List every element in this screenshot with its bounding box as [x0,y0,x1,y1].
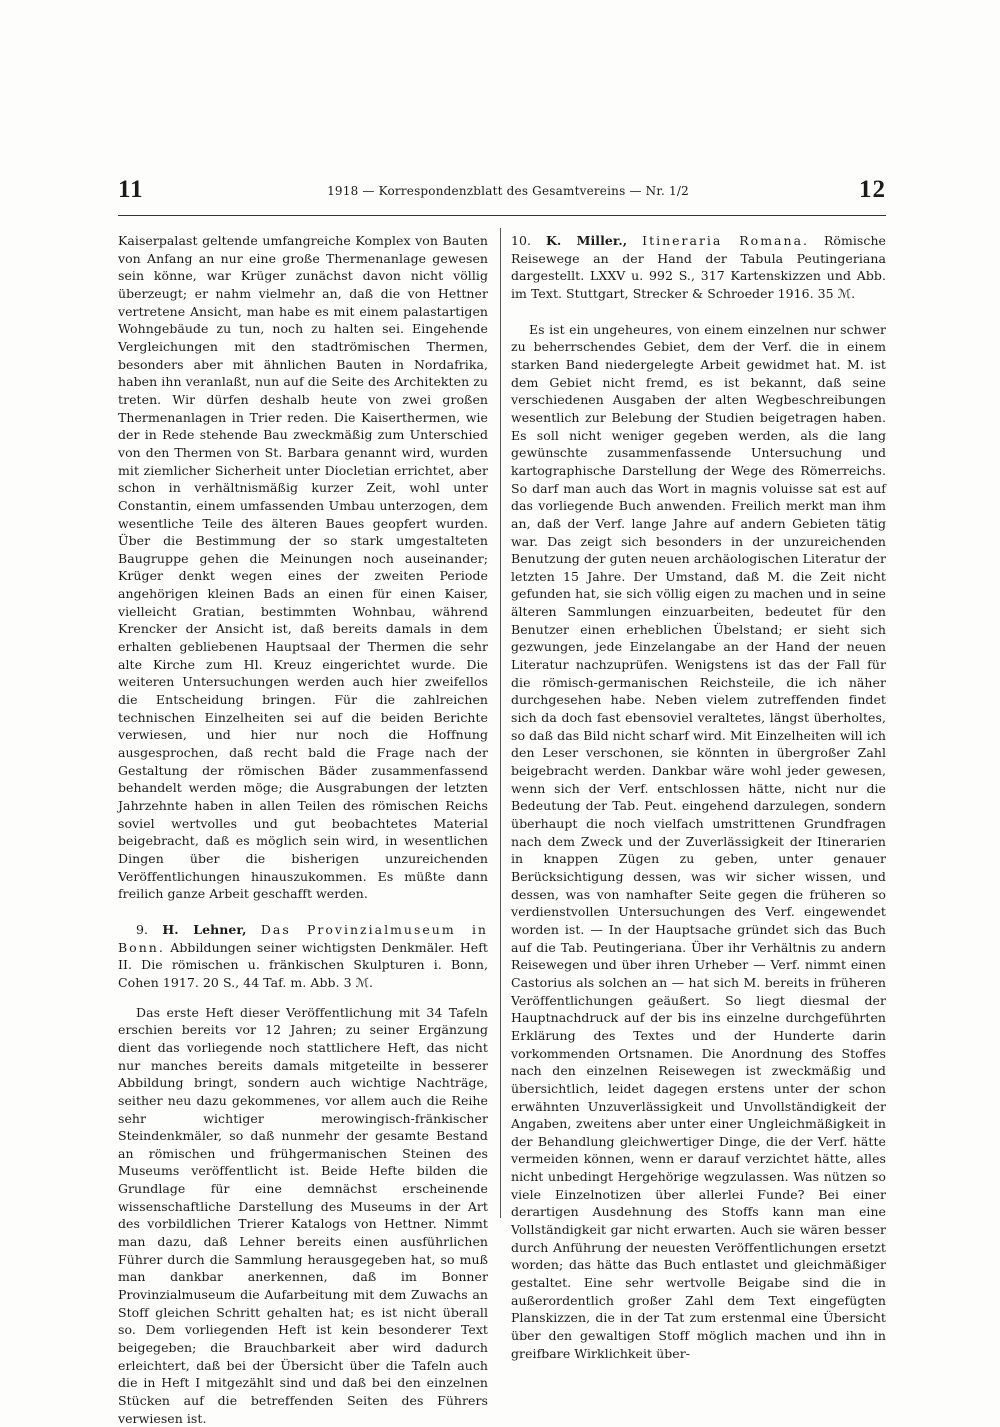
entry-details: Römische Reisewege an der Hand der Tabula Peutingeriana dargestellt. LXXV u. 992 S., 317 Kartenskizzen und Abb. im Text. Stuttgart, Strecker & Schroeder 1916. 35 ℳ. [511,233,886,301]
entry-title: Itineraria Romana. [642,233,809,248]
header-rule [118,215,886,216]
bibliography-entry-10 [511,232,886,303]
entry-title: Das Provinzialmuseum in Bonn. [118,921,488,955]
review-paragraph: Es ist ein ungeheures, von einem einzelnen nur schwer zu beherrschendes Gebiet, dem der Verf. die in einem starken Band niedergelegte Arbeit gewidmet hat. M. ist dem Gebiet nicht fremd, es ist bekannt, daß seine verschiedenen Ausgaben der alten Wegbeschreibungen wesentlich zur Belebung der Studien beigetragen haben. Es soll nicht weniger gegeben werden, als die lang gewünschte zusammenfassende Untersuchung und kartographische Darstellung der Wege des Römerreichs. So darf man auch das Wort in magnis voluisse sat est auf das vorliegende Buch anwenden. Freilich merkt man ihm an, daß der Verf. lange Jahre auf andern Gebieten tätig war. Das zeigt sich besonders in der unzureichenden Benutzung der guten neuen archäologischen Literatur der letzten 15 Jahre. Der Umstand, daß M. die Zeit nicht gefunden hat, sie sich völlig eigen zu machen und in seine älteren Sammlungen einzuarbeiten, bedeutet für den Benutzer einen erheblichen Übelstand; er sieht sich gezwungen, jede Einzelangabe an der Hand der neuen Literatur nachzuprüfen. Wenigstens ist das der Fall für die römisch-germanischen Reichsteile, die ich näher durchgesehen habe. Neben vielem zutreffenden findet sich da doch fast ebensoviel veraltetes, längst überholtes, so daß das Bild nicht scharf wird. Mit Einzelheiten will ich den Leser verschonen, sie könnten in übergroßer Zahl beigebracht werden. Dankbar wäre wohl jeder gewesen, wenn sich der Verf. entschlossen hätte, nicht nur die Bedeutung der Tab. Peut. eingehend darzulegen, sondern überhaupt die noch vielfach umstrittenen Grundfragen nach dem Zweck und der Zuverlässigkeit der Itinerarien in knappen Zügen zu geben, unter genauer Berücksichtigung dessen, was wir sicher wissen, und dessen, was von namhafter Seite gegen die früheren so verdienstvollen Untersuchungen des Verf. eingewendet worden ist. — In der Hauptsache gründet sich das Buch auf die Tab. Peutingeriana. Über ihr Verhältnis zu andern Reisewegen und über ihren Urheber — Verf. nimmt einen Castorius als solchen an — hat sich M. bereits in früheren Veröffentlichungen geäußert. So liegt diesmal der Hauptnachdruck auf der bis ins einzelne durchgeführten Erklärung des Textes und der Hunderte darin vorkommenden Ortsnamen. Die Anordnung des Stoffes nach den einzelnen Reisewegen ist zweckmäßig und übersichtlich, leidet dagegen erstens unter der schon erwähnten Unzuverlässigkeit und Unvollständigkeit der Angaben, zweitens aber unter einer Ungleichmäßigkeit in der Behandlung gleichwertiger Dinge, die der Verf. hätte vermeiden können, wenn er darauf verzichtet hätte, alles nicht unbedingt Hergehörige wegzulassen. Was nützen so viele Einzelnotizen über allerlei Funde? Bei einer derartigen Ausdehnung des Stoffs kann man eine Vollständigkeit gar nicht erwarten. Auch sie wären besser durch Anführung der neuesten Veröffentlichungen ersetzt worden; das hätte das Buch entlastet und gleichmäßiger gestaltet. Eine sehr wertvolle Beigabe sind die in außerordentlich großer Zahl dem Text eingefügten Planskizzen, die in der Tat zum erstenmal eine Übersicht über den gewaltigen Stoff möglich machen und ihn in greifbare Wirklichkeit über- [511,321,886,1361]
page-number-left: 11 [118,176,144,203]
entry-author: K. Miller., [545,233,628,248]
review-paragraph: Das erste Heft dieser Veröffentlichung mit 34 Tafeln erschien bereits vor 12 Jahren; zu seiner Ergänzung dient das vorliegende noch stattlichere Heft, das nicht nur manches bereits damals mitgeteilte in besserer Abbildung bringt, sondern auch wichtige Nachträge, seither neu dazu gekommenes, vor allem auch die Reihe sehr wichtiger merowingisch-fränkischer Steindenkmäler, so daß nunmehr der gesamte Bestand an römischen und frühgermanischen Steinen des Museums veröffentlicht ist. Beide Hefte bilden die Grundlage für eine demnächst erscheinende wissenschaftliche Darstellung des Museums in der Art des vorbildlichen Trierer Katalogs von Hettner. Nimmt man dazu, daß Lehner bereits einen ausführlichen Führer durch die Sammlung herausgegeben hat, so muß man dankbar anerkennen, daß im Bonner Provinzialmuseum die Aufarbeitung mit dem Zuwachs an Stoff gleichen Schritt gehalten hat; es ist nicht überall so. Dem vorliegenden Heft ist kein besonderer Text beigegeben; die Brauchbarkeit aber wird dadurch erleichtert, daß bei der Übersicht über die Tafeln auch die in Heft I mitgezählt sind und daß bei den einzelnen Stücken auf die betreffenden Seiten des Führers verwiesen ist. [118,1004,488,1426]
entry-details: Abbildungen seiner wichtigsten Denkmäler. Heft II. Die römischen u. fränkischen Skulpturen i. Bonn, Cohen 1917. 20 S., 44 Taf. m. Abb. 3 ℳ. [118,939,488,990]
page-number-right: 12 [859,176,886,203]
column-divider [500,228,501,1218]
right-column [511,232,886,1362]
entry-number: 9. [136,921,149,937]
continued-paragraph: Kaiserpalast geltende umfangreiche Komplex von Bauten von Anfang an nur eine große Thermenanlage gewesen sein könne, war Krüger zunächst davon nicht völlig überzeugt; er nahm vielmehr an, daß die von Hettner vertretene Ansicht, man habe es mit einem palastartigen Wohngebäude zu tun, noch zu halten sei. Eingehende Vergleichungen mit den stadtrömischen Thermen, besonders aber mit ähnlichen Bauten in Nordafrika, haben ihn veranlaßt, nun auf die Seite des Architekten zu treten. Wir dürfen deshalb heute von zwei großen Thermenanlagen in Trier reden. Die Kaiserthermen, wie der in Rede stehende Bau zweckmäßig zum Unterschied von den Thermen von St. Barbara genannt wird, wurden mit ziemlicher Sicherheit unter Diocletian errichtet, aber schon in verhältnismäßig kurzer Zeit, wohl unter Constantin, einem umfassenden Umbau unterzogen, dem wesentliche Teile des älteren Baues geopfert wurden. Über die Bestimmung der so stark umgestalteten Baugruppe gehen die Meinungen noch auseinander; Krüger denkt wegen eines der zweiten Periode angehörigen kleinen Bads an einen für einen Kaiser, vielleicht Gratian, bestimmten Wohnbau, während Krencker der Ansicht ist, daß bereits damals in dem erhalten gebliebenen Hauptsaal der Thermen die sehr alte Kirche zum Hl. Kreuz eingerichtet wurde. Die weiteren Untersuchungen werden auch hier zweifellos die Entscheidung bringen. Für die zahlreichen technischen Einzelheiten sei auf die beiden Berichte verwiesen, und hier nur noch die Hoffnung ausgesprochen, daß recht bald die Frage nach der Gestaltung der römischen Bäder zusammenfassend behandelt werden möge; die Ausgrabungen der letzten Jahrzehnte haben in allen Teilen des römischen Reichs soviel wertvolles und gut beobachtetes Material beigebracht, daß es möglich sein wird, in wesentlichen Dingen über die bisherigen unzureichenden Veröffentlichungen hinauszukommen. Es müßte dann freilich ganze Arbeit geschafft werden. [118,233,488,902]
running-head: 1918 — Korrespondenzblatt des Gesamtvereins — Nr. 1/2 [327,184,689,198]
bibliography-entry-9 [118,921,488,992]
page-header [118,176,886,212]
entry-number: 10. [511,233,532,248]
left-column [118,232,488,1427]
entry-author: H. Lehner, [162,921,247,937]
